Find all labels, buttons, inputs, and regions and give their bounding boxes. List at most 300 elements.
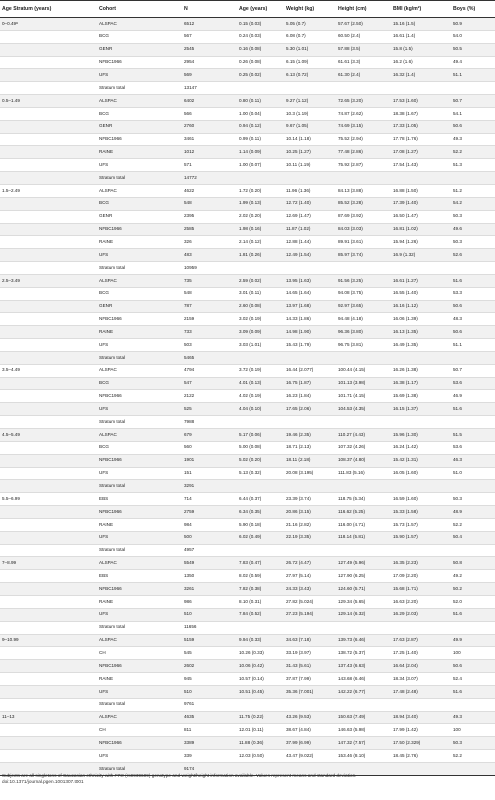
- cell-height: 84.03 (3.03): [336, 223, 391, 236]
- cell-n: 6512: [182, 18, 237, 31]
- cell-empty: [451, 698, 495, 711]
- cell-height: 94.48 (4.18): [336, 313, 391, 326]
- cell-age: 2.59 (0.02): [237, 274, 284, 287]
- cell-cohort: NFBC1966: [97, 223, 182, 236]
- cell-weight: 14.33 (1.86): [284, 313, 336, 326]
- cell-age-stratum: 0–0.49ᵃ: [0, 18, 97, 31]
- cell-weight: 16.75 (1.87): [284, 377, 336, 390]
- header-boys: Boys (%): [451, 1, 495, 18]
- table-row: [0, 750, 495, 763]
- cell-bmi: 16.59 (1.60): [391, 493, 451, 506]
- stratum-total-row: [0, 416, 495, 429]
- cell-weight: 5.05 (0.7): [284, 18, 336, 31]
- cell-age: 11.75 (0.22): [237, 711, 284, 724]
- cell-cohort: NFBC1966: [97, 737, 182, 750]
- cell-age-stratum: [0, 531, 97, 544]
- table-row: [0, 429, 495, 442]
- cell-age: 10.26 (0.33): [237, 647, 284, 660]
- cell-weight: 13.95 (1.63): [284, 274, 336, 287]
- footnote-post: (rs9939609) genotype and weight/height information available. Values represent means and standard deviation.: [123, 773, 357, 778]
- cell-n: 2159: [182, 313, 237, 326]
- cell-age-stratum: [0, 467, 97, 480]
- cell-n: 5549: [182, 557, 237, 570]
- cell-weight: 10.25 (1.27): [284, 146, 336, 159]
- cell-height: 118.14 (5.81): [336, 531, 391, 544]
- cell-age-stratum: [0, 313, 97, 326]
- cell-cohort: EBS: [97, 570, 182, 583]
- cell-empty: [336, 621, 391, 634]
- cell-empty: [391, 416, 451, 429]
- cell-boys: 52.6: [451, 249, 495, 262]
- cell-empty: [336, 544, 391, 557]
- cell-age-stratum: 0.5–1.49: [0, 95, 97, 108]
- cell-age: 4.04 (0.10): [237, 403, 284, 416]
- cell-weight: 20.08 (3.195): [284, 467, 336, 480]
- cell-height: 143.68 (6.46): [336, 673, 391, 686]
- cell-age-stratum: [0, 159, 97, 172]
- header-n: N: [182, 1, 237, 18]
- cell-n: 547: [182, 377, 237, 390]
- cell-bmi: 17.48 (2.48): [391, 685, 451, 698]
- cell-bmi: 16.05 (1.60): [391, 467, 451, 480]
- cell-cohort: NFBC1966: [97, 133, 182, 146]
- cell-weight: 37.99 (6.99): [284, 737, 336, 750]
- header-age: Age (years): [237, 1, 284, 18]
- cell-empty: [0, 351, 97, 364]
- cell-age-stratum: 9–10.99: [0, 634, 97, 647]
- cell-boys: 52.2: [451, 750, 495, 763]
- cell-boys: 50.5: [451, 43, 495, 56]
- cell-empty: [284, 621, 336, 634]
- footnote-doi: doi:10.1371/journal.pgen.1001307.t001: [2, 779, 84, 785]
- cell-empty: [451, 262, 495, 275]
- cell-height: 94.08 (3.75): [336, 287, 391, 300]
- cell-age: 8.02 (0.59): [237, 570, 284, 583]
- cell-age-stratum: [0, 724, 97, 737]
- cell-weight: 43.47 (9.022): [284, 750, 336, 763]
- cell-boys: 50.3: [451, 210, 495, 223]
- table-row: [0, 339, 495, 352]
- cell-n: 679: [182, 429, 237, 442]
- table-row: [0, 685, 495, 698]
- cell-bmi: 18.94 (3.40): [391, 711, 451, 724]
- stratum-total-row: [0, 351, 495, 364]
- table-row: [0, 18, 495, 31]
- cell-n: 986: [182, 595, 237, 608]
- cell-empty: [391, 82, 451, 95]
- cell-cohort: EBS: [97, 493, 182, 506]
- cell-bmi: 16.16 (1.12): [391, 300, 451, 313]
- cell-bmi: 16.64 (2.04): [391, 660, 451, 673]
- cell-empty: [0, 621, 97, 634]
- cell-height: 60.50 (2.4): [336, 30, 391, 43]
- cell-n: 735: [182, 274, 237, 287]
- cell-n: 548: [182, 197, 237, 210]
- stratum-total-label: Stratum total: [97, 621, 182, 634]
- cell-empty: [284, 262, 336, 275]
- stratum-total-label: Stratum total: [97, 698, 182, 711]
- stratum-total-row: [0, 621, 495, 634]
- footnote-pre: Subjects are all singletons of Caucasian ethnicity with: [2, 773, 115, 778]
- stratum-total-label: Stratum total: [97, 416, 182, 429]
- cell-cohort: ALSPAC: [97, 95, 182, 108]
- cell-age-stratum: [0, 287, 97, 300]
- cell-height: 129.14 (6.32): [336, 608, 391, 621]
- cell-bmi: 16.35 (2.23): [391, 557, 451, 570]
- header-age-stratum: Age Stratum (years): [0, 1, 97, 18]
- cell-bmi: 16.32 (1.4): [391, 69, 451, 82]
- cell-cohort: ALSPAC: [97, 274, 182, 287]
- cell-age: 3.01 (0.11): [237, 287, 284, 300]
- cell-n: 4794: [182, 364, 237, 377]
- table-row: [0, 531, 495, 544]
- cell-bmi: 16.49 (1.35): [391, 339, 451, 352]
- cell-age-stratum: [0, 120, 97, 133]
- cell-boys: 53.6: [451, 377, 495, 390]
- cell-age: 2.60 (0.08): [237, 300, 284, 313]
- table-row: [0, 493, 495, 506]
- cell-age: 1.72 (0.20): [237, 184, 284, 197]
- cell-boys: 51.6: [451, 608, 495, 621]
- cell-boys: 48.3: [451, 313, 495, 326]
- cell-n: 545: [182, 647, 237, 660]
- stratum-total-value: 7988: [182, 416, 237, 429]
- cell-n: 1350: [182, 570, 237, 583]
- cell-bmi: 17.39 (1.40): [391, 197, 451, 210]
- cell-weight: 21.16 (2.82): [284, 518, 336, 531]
- cell-weight: 12.49 (1.54): [284, 249, 336, 262]
- cell-height: 74.69 (3.15): [336, 120, 391, 133]
- cell-boys: 51.2: [451, 184, 495, 197]
- cell-cohort: UFS: [97, 750, 182, 763]
- cell-weight: 6.08 (0.7): [284, 30, 336, 43]
- cell-height: 147.32 (7.57): [336, 737, 391, 750]
- table-row: [0, 724, 495, 737]
- cell-age: 1.00 (0.04): [237, 107, 284, 120]
- cell-empty: [284, 544, 336, 557]
- cell-age-stratum: [0, 223, 97, 236]
- cell-age-stratum: [0, 595, 97, 608]
- cell-bmi: 16.06 (1.39): [391, 313, 451, 326]
- table-row: [0, 223, 495, 236]
- stratum-total-value: 14772: [182, 172, 237, 185]
- cell-empty: [451, 82, 495, 95]
- stratum-total-value: 4957: [182, 544, 237, 557]
- cell-weight: 17.65 (2.06): [284, 403, 336, 416]
- cell-empty: [237, 698, 284, 711]
- cell-empty: [391, 351, 451, 364]
- cell-age: 5.00 (0.08): [237, 441, 284, 454]
- cell-n: 483: [182, 249, 237, 262]
- table-row: [0, 518, 495, 531]
- cell-n: 2760: [182, 120, 237, 133]
- cell-cohort: BCG: [97, 377, 182, 390]
- cell-n: 1901: [182, 454, 237, 467]
- cell-weight: 33.19 (3.97): [284, 647, 336, 660]
- table-row: [0, 737, 495, 750]
- cell-n: 151: [182, 467, 237, 480]
- cell-cohort: RAINE: [97, 595, 182, 608]
- cell-boys: 50.6: [451, 660, 495, 673]
- cell-age: 1.14 (0.09): [237, 146, 284, 159]
- cell-empty: [284, 416, 336, 429]
- table-row: [0, 326, 495, 339]
- cell-height: 153.46 (8.10): [336, 750, 391, 763]
- cell-bmi: 16.88 (1.50): [391, 184, 451, 197]
- table-row: [0, 647, 495, 660]
- cell-height: 72.65 (3.20): [336, 95, 391, 108]
- cell-age-stratum: [0, 441, 97, 454]
- table-row: [0, 287, 495, 300]
- cell-height: 96.75 (3.81): [336, 339, 391, 352]
- cell-weight: 23.39 (3.74): [284, 493, 336, 506]
- table-row: [0, 441, 495, 454]
- cell-cohort: NFBC1966: [97, 56, 182, 69]
- cell-cohort: RAINE: [97, 518, 182, 531]
- cell-age: 2.14 (0.12): [237, 236, 284, 249]
- table-row: [0, 30, 495, 43]
- cell-height: 150.63 (7.49): [336, 711, 391, 724]
- cell-age: 4.01 (0.13): [237, 377, 284, 390]
- cell-weight: 43.26 (9.53): [284, 711, 336, 724]
- cell-cohort: UFS: [97, 608, 182, 621]
- table-body: [0, 18, 495, 776]
- cell-height: 91.56 (3.25): [336, 274, 391, 287]
- cell-empty: [237, 544, 284, 557]
- stratum-total-label: Stratum total: [97, 82, 182, 95]
- cell-bmi: 17.53 (1.60): [391, 95, 451, 108]
- cell-empty: [391, 544, 451, 557]
- stratum-total-label: Stratum total: [97, 172, 182, 185]
- cell-weight: 24.33 (3.43): [284, 583, 336, 596]
- cell-bmi: 15.96 (1.30): [391, 429, 451, 442]
- cell-weight: 10.14 (1.18): [284, 133, 336, 146]
- cell-age-stratum: [0, 583, 97, 596]
- cell-weight: 34.63 (7.18): [284, 634, 336, 647]
- cell-bmi: 15.69 (1.38): [391, 390, 451, 403]
- cell-boys: 51.6: [451, 274, 495, 287]
- cell-bmi: 16.24 (1.42): [391, 441, 451, 454]
- cell-empty: [237, 351, 284, 364]
- cell-empty: [336, 480, 391, 493]
- cell-age: 9.94 (0.33): [237, 634, 284, 647]
- cell-n: 569: [182, 69, 237, 82]
- cell-bmi: 15.94 (1.26): [391, 236, 451, 249]
- cell-age-stratum: 7–8.99: [0, 557, 97, 570]
- table-row: [0, 660, 495, 673]
- cell-age-stratum: 1.5–2.49: [0, 184, 97, 197]
- cell-age-stratum: [0, 43, 97, 56]
- cell-height: 146.63 (5.98): [336, 724, 391, 737]
- cell-weight: 16.44 (2.077): [284, 364, 336, 377]
- cell-height: 100.44 (4.15): [336, 364, 391, 377]
- cell-boys: 49.3: [451, 133, 495, 146]
- cell-cohort: UFS: [97, 467, 182, 480]
- cell-n: 2954: [182, 56, 237, 69]
- cell-height: 129.34 (5.65): [336, 595, 391, 608]
- cell-n: 4622: [182, 184, 237, 197]
- cell-bmi: 17.09 (2.20): [391, 570, 451, 583]
- cell-empty: [0, 82, 97, 95]
- cell-boys: 51.6: [451, 403, 495, 416]
- cell-height: 101.13 (3.98): [336, 377, 391, 390]
- cell-cohort: UFS: [97, 685, 182, 698]
- cell-height: 87.69 (3.92): [336, 210, 391, 223]
- table-row: [0, 56, 495, 69]
- cell-cohort: NFBC1966: [97, 313, 182, 326]
- cell-empty: [391, 698, 451, 711]
- cell-height: 85.97 (3.74): [336, 249, 391, 262]
- table-row: [0, 274, 495, 287]
- cell-n: 714: [182, 493, 237, 506]
- cell-bmi: 16.61 (1.4): [391, 30, 451, 43]
- cell-bmi: 18.34 (3.07): [391, 673, 451, 686]
- cell-cohort: UFS: [97, 159, 182, 172]
- cell-bmi: 17.08 (1.27): [391, 146, 451, 159]
- table-row: [0, 557, 495, 570]
- cell-cohort: UFS: [97, 531, 182, 544]
- cell-height: 96.36 (3.80): [336, 326, 391, 339]
- cell-empty: [451, 416, 495, 429]
- cell-boys: 50.6: [451, 300, 495, 313]
- stratum-total-value: 5465: [182, 351, 237, 364]
- cell-bmi: 16.29 (2.03): [391, 608, 451, 621]
- cell-bmi: 17.78 (1.76): [391, 133, 451, 146]
- cell-boys: 50.6: [451, 326, 495, 339]
- cell-n: 560: [182, 441, 237, 454]
- cell-cohort: ALSPAC: [97, 429, 182, 442]
- cell-age: 1.99 (0.13): [237, 197, 284, 210]
- table-row: [0, 634, 495, 647]
- cell-age: 7.84 (0.52): [237, 608, 284, 621]
- cell-empty: [336, 82, 391, 95]
- cell-bmi: 15.42 (1.31): [391, 454, 451, 467]
- cell-age-stratum: [0, 570, 97, 583]
- cell-height: 92.97 (3.65): [336, 300, 391, 313]
- cell-cohort: CH: [97, 724, 182, 737]
- cell-age-stratum: [0, 454, 97, 467]
- table-row: [0, 583, 495, 596]
- cell-weight: 19.46 (2.35): [284, 429, 336, 442]
- cell-n: 326: [182, 236, 237, 249]
- cell-boys: 49.3: [451, 711, 495, 724]
- cell-boys: 100: [451, 647, 495, 660]
- stratum-total-value: 11656: [182, 621, 237, 634]
- cell-boys: 49.9: [451, 634, 495, 647]
- table-row: [0, 107, 495, 120]
- cell-weight: 22.19 (3.35): [284, 531, 336, 544]
- cell-bmi: 18.38 (1.67): [391, 107, 451, 120]
- cell-cohort: GENR: [97, 43, 182, 56]
- stratum-total-label: Stratum total: [97, 762, 182, 775]
- cell-bmi: 16.50 (1.47): [391, 210, 451, 223]
- cell-n: 571: [182, 159, 237, 172]
- cell-boys: 52.2: [451, 518, 495, 531]
- header-height: Height (cm): [336, 1, 391, 18]
- cell-weight: 12.88 (1.44): [284, 236, 336, 249]
- cell-height: 77.48 (2.86): [336, 146, 391, 159]
- cell-cohort: ALSPAC: [97, 364, 182, 377]
- cell-cohort: ALSPAC: [97, 634, 182, 647]
- cell-boys: 52.4: [451, 673, 495, 686]
- cell-n: 339: [182, 750, 237, 763]
- cell-empty: [336, 351, 391, 364]
- cell-n: 945: [182, 673, 237, 686]
- cell-empty: [284, 698, 336, 711]
- cell-bmi: 17.50 (2.329): [391, 737, 451, 750]
- cell-boys: 49.6: [451, 223, 495, 236]
- cell-n: 2545: [182, 43, 237, 56]
- cell-age-stratum: 2.5–3.49: [0, 274, 97, 287]
- cell-weight: 27.97 (5.14): [284, 570, 336, 583]
- cell-boys: 48.9: [451, 506, 495, 519]
- table-row: [0, 43, 495, 56]
- cell-age: 3.02 (0.19): [237, 313, 284, 326]
- cell-n: 2585: [182, 223, 237, 236]
- cell-n: 5159: [182, 634, 237, 647]
- cell-cohort: RAINE: [97, 236, 182, 249]
- cell-cohort: ALSPAC: [97, 711, 182, 724]
- cell-bmi: 16.15 (1.37): [391, 403, 451, 416]
- cell-boys: 52.2: [451, 146, 495, 159]
- cell-weight: 5.30 (1.01): [284, 43, 336, 56]
- cell-age: 10.51 (0.45): [237, 685, 284, 698]
- cell-boys: 51.3: [451, 159, 495, 172]
- cell-age-stratum: [0, 390, 97, 403]
- header-row: [0, 1, 495, 18]
- cell-height: 127.90 (6.25): [336, 570, 391, 583]
- table-row: [0, 210, 495, 223]
- cell-age: 1.98 (0.16): [237, 223, 284, 236]
- cell-age: 2.02 (0.20): [237, 210, 284, 223]
- cell-cohort: RAINE: [97, 146, 182, 159]
- stratum-total-value: 3291: [182, 480, 237, 493]
- cell-bmi: 16.26 (1.38): [391, 364, 451, 377]
- cell-boys: 54.0: [451, 30, 495, 43]
- cell-age: 3.72 (0.19): [237, 364, 284, 377]
- cell-weight: 9.67 (1.05): [284, 120, 336, 133]
- cell-cohort: BCG: [97, 441, 182, 454]
- table-row: [0, 197, 495, 210]
- stratum-total-row: [0, 262, 495, 275]
- cell-empty: [451, 621, 495, 634]
- cell-empty: [391, 172, 451, 185]
- cell-age: 5.17 (0.06): [237, 429, 284, 442]
- cell-empty: [0, 698, 97, 711]
- cell-age-stratum: [0, 30, 97, 43]
- cell-age: 8.10 (0.31): [237, 595, 284, 608]
- cell-n: 566: [182, 107, 237, 120]
- cell-boys: 50.9: [451, 18, 495, 31]
- cell-weight: 11.96 (1.36): [284, 184, 336, 197]
- cell-boys: 50.4: [451, 531, 495, 544]
- cell-empty: [0, 172, 97, 185]
- cell-age: 10.06 (0.42): [237, 660, 284, 673]
- cell-cohort: UFS: [97, 339, 182, 352]
- cell-cohort: GENR: [97, 120, 182, 133]
- cell-n: 548: [182, 287, 237, 300]
- cell-empty: [451, 480, 495, 493]
- cell-n: 525: [182, 403, 237, 416]
- cell-bmi: 16.13 (1.35): [391, 326, 451, 339]
- cell-height: 138.72 (5.37): [336, 647, 391, 660]
- table-row: [0, 300, 495, 313]
- table-row: [0, 159, 495, 172]
- cell-boys: 50.6: [451, 120, 495, 133]
- cell-bmi: 16.55 (1.40): [391, 287, 451, 300]
- cell-age-stratum: [0, 326, 97, 339]
- cell-empty: [0, 480, 97, 493]
